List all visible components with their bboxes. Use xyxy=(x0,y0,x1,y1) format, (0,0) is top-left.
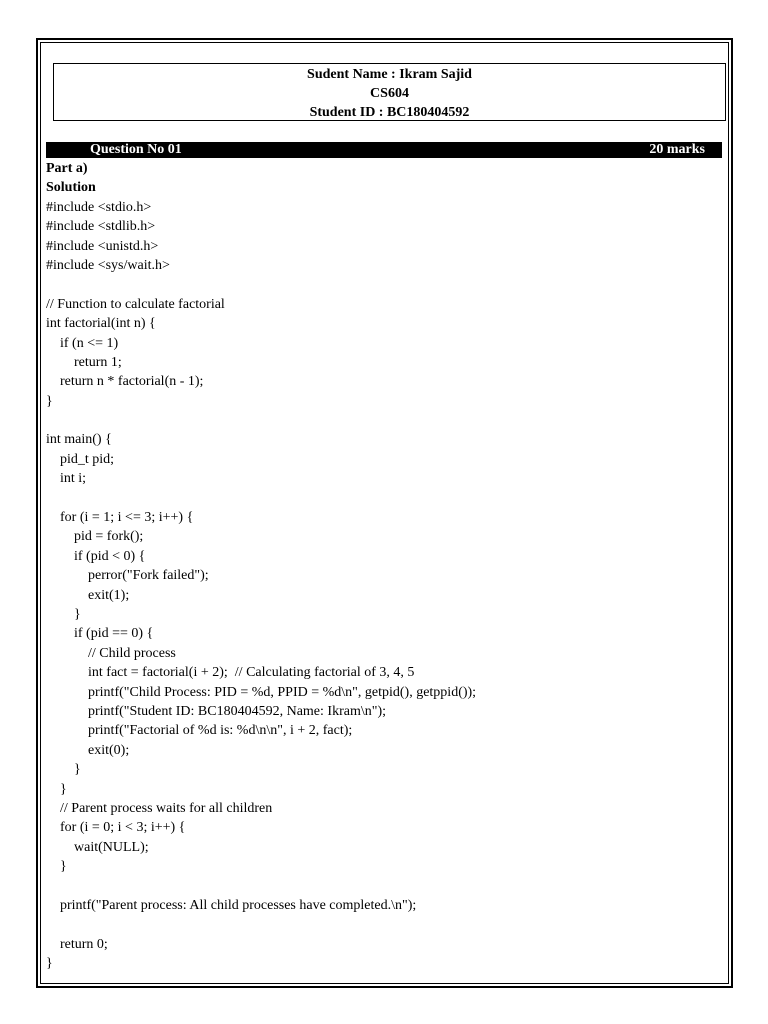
code-line xyxy=(46,411,722,430)
code-line: int factorial(int n) { xyxy=(46,316,156,332)
code-line: #include <stdlib.h> xyxy=(46,219,156,235)
code-line: printf("Child Process: PID = %d, PPID = %d\n", getpid(), getppid()); xyxy=(46,684,477,700)
code-line xyxy=(46,915,722,934)
code-line xyxy=(46,489,722,508)
code-line: printf("Parent process: All child processes have completed.\n"); xyxy=(46,897,417,913)
code-line: // Child process xyxy=(46,645,176,661)
code-line: exit(0); xyxy=(46,742,130,758)
code-line: exit(1); xyxy=(46,587,130,603)
answer-content xyxy=(46,159,722,973)
code-line: } xyxy=(46,859,67,875)
code-line: for (i = 1; i <= 3; i++) { xyxy=(46,510,194,526)
student-info-box xyxy=(53,63,726,121)
question-header-bar xyxy=(46,142,722,158)
code-line: int fact = factorial(i + 2); // Calculating factorial of 3, 4, 5 xyxy=(46,665,415,681)
code-line: } xyxy=(46,762,81,778)
question-marks: 20 marks xyxy=(649,142,705,157)
code-line: return 1; xyxy=(46,354,122,370)
question-title: Question No 01 xyxy=(90,142,182,157)
code-line: #include <stdio.h> xyxy=(46,199,152,215)
code-line: printf("Student ID: BC180404592, Name: Ikram\n"); xyxy=(46,703,386,719)
student-name: Sudent Name : Ikram Sajid xyxy=(307,67,472,82)
code-line: #include <unistd.h> xyxy=(46,238,159,254)
code-line: // Function to calculate factorial xyxy=(46,296,225,312)
student-id: Student ID : BC180404592 xyxy=(309,105,470,120)
code-line: pid = fork(); xyxy=(46,529,144,545)
course-code: CS604 xyxy=(370,86,409,101)
code-block xyxy=(46,198,722,974)
code-line: return n * factorial(n - 1); xyxy=(46,374,204,390)
code-line: pid_t pid; xyxy=(46,451,115,467)
code-line: if (pid < 0) { xyxy=(46,548,146,564)
code-line: if (pid == 0) { xyxy=(46,626,154,642)
code-line: } xyxy=(46,956,53,972)
code-line: return 0; xyxy=(46,936,108,952)
code-line: perror("Fork failed"); xyxy=(46,568,209,584)
solution-label: Solution xyxy=(46,180,96,196)
code-line: } xyxy=(46,606,81,622)
code-line: // Parent process waits for all children xyxy=(46,800,273,816)
code-line xyxy=(46,275,722,294)
code-line: } xyxy=(46,781,67,797)
code-line xyxy=(46,876,722,895)
code-line: #include <sys/wait.h> xyxy=(46,257,170,273)
code-line: wait(NULL); xyxy=(46,839,149,855)
code-line: if (n <= 1) xyxy=(46,335,119,351)
code-line: int main() { xyxy=(46,432,112,448)
code-line: printf("Factorial of %d is: %d\n\n", i + 2, fact); xyxy=(46,723,353,739)
code-line: for (i = 0; i < 3; i++) { xyxy=(46,820,186,836)
code-line: int i; xyxy=(46,471,87,487)
part-label: Part a) xyxy=(46,161,88,176)
code-line: } xyxy=(46,393,53,409)
